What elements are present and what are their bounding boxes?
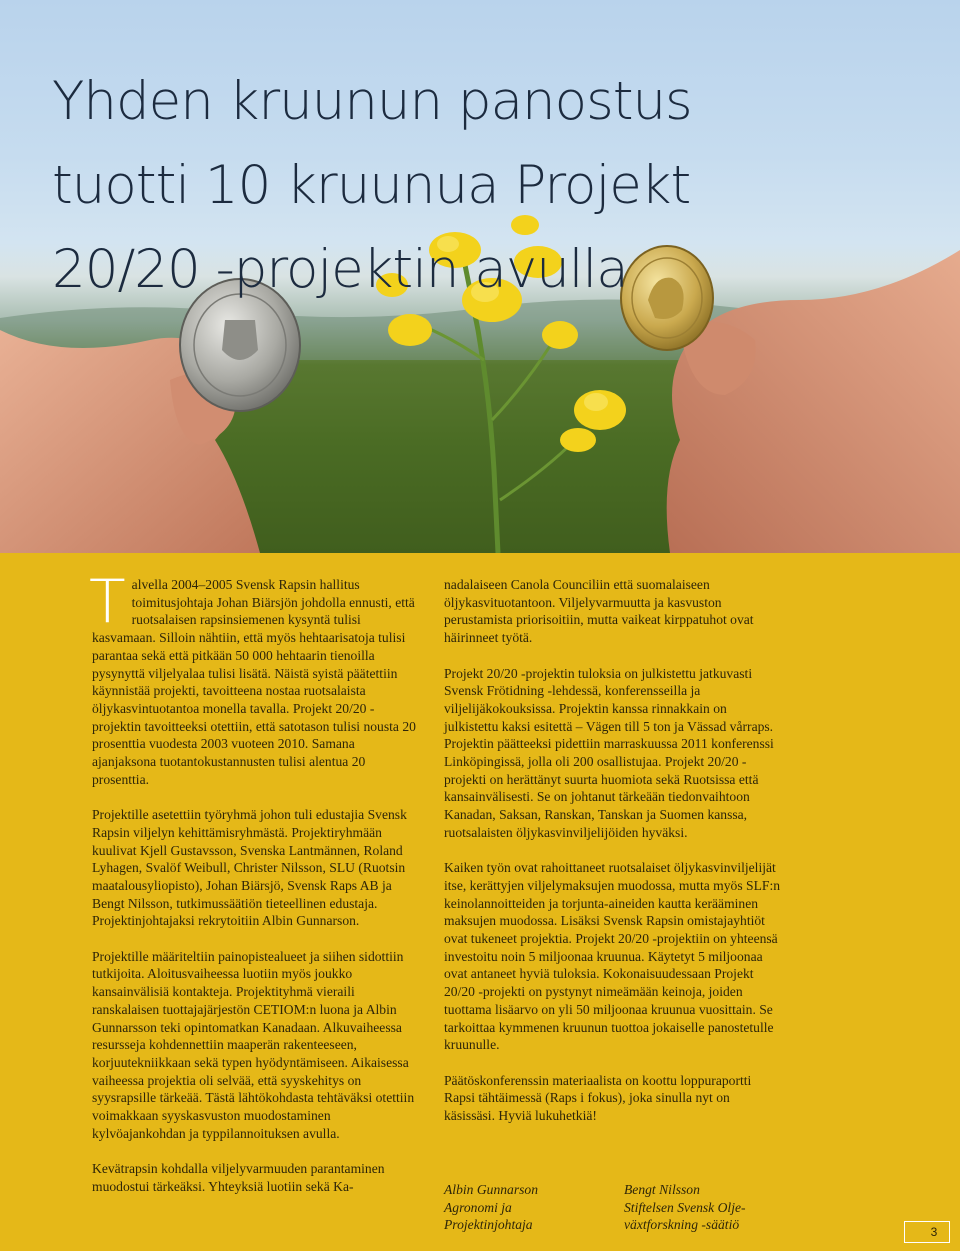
paragraph: Projekt 20/20 -projektin tuloksia on julkistettu jatkuvasti Svensk Frötidning -lehdessä, konferensseilla ja viljelijäkokouksissa. Projektin kanssa rinnakkain on julkistettu kaksi esitettä – Vägen till 5 ton ja Vässad vårraps. Projektin päätteeksi pidettiin marraskuussa 2011 konferenssi Linköpingissä, jolla oli 200 osallistujaa. Projekt 20/20 -projekti on herättänyt suurta huomiota sekä Ruotsissa että kansainvälisesti. Se on johtanut tärkeään tiedonvaihtoon Kanadan, Saksan, Ranskan, Tanskan ja Suomen kanssa, ruotsalaisten öljykasvinviljelijöiden hyväksi. (444, 665, 774, 840)
title-line: 20/20 -projektin avulla (52, 239, 628, 300)
paragraph: Kevätrapsin kohdalla viljelyvarmuuden parantaminen muodostui tärkeäksi. Yhteyksiä luotiin sekä Ka- (92, 1161, 385, 1194)
paragraph: nadalaiseen Canola Counciliin että suomalaiseen öljykasvituotantoon. Viljelyvarmuutta ja kasvuston perustamista priorisoitiin, mutta vaikeat kirppatuhot ovat häirinneet työtä. (444, 577, 754, 646)
page-number: 3 (904, 1221, 950, 1243)
signature-name: Albin Gunnarson (444, 1182, 539, 1197)
signature-albin (444, 1181, 624, 1234)
drop-cap: T (89, 567, 126, 637)
signature-title: Agronomi ja (444, 1199, 512, 1215)
signature-bengt (624, 1181, 804, 1234)
paragraph: Päätöskonferenssin materiaalista on koottu loppuraportti Rapsi tähtäimessä (Raps i fokus), joka sinulla nyt on käsissäsi. Hyviä lukuhetkiä! (444, 1072, 752, 1124)
title-line: tuotti 10 kruunua Projekt (52, 155, 691, 216)
signature-title: Projektinjohtaja (444, 1217, 533, 1233)
hero-photo (0, 0, 960, 553)
right-column (444, 576, 782, 1125)
article-title (52, 60, 912, 312)
paragraph: Projektille asetettiin työryhmä johon tuli edustajia Svensk Rapsin viljelyn kehittämisryhmästä. Projektiryhmään kuulivat Kjell Gustavsson, Svenska Lantmännen, Roland Lyhagen, Svalöf Weibull, Christer Nilsson, SLU (Ruotsin maatalousyliopisto), Johan Biärsjö, Svensk Raps AB ja Bengt Nilsson, tutkimussäätiön tieteellinen edustaja. Projektinjohtajaksi rekrytoitiin Albin Gunnarson. (92, 807, 407, 929)
signature-title: växtforskning -säätiö (624, 1217, 740, 1233)
signature-name: Bengt Nilsson (624, 1182, 700, 1197)
signature-title: Stiftelsen Svensk Olje- (624, 1199, 746, 1215)
title-line: Yhden kruunun panostus (52, 71, 692, 132)
paragraph (89, 567, 422, 788)
paragraph: Kaiken työn ovat rahoittaneet ruotsalaiset öljykasvinviljelijät itse, kerättyjen viljelymaksujen muodossa, mutta myös SLF:n keinolannoitteiden ja torjunta-aineiden kautta kerääminen maksujen muodossa. Lisäksi Svensk Rapsin omistajayhtiöt ovat tukeneet projektia. Projekt 20/20 -projektiin on yhteensä investoitu noin 5 miljoonaa kruunua. Käytetyt 5 miljoonaa ovat antaneet hyviä tuloksia. Kokonaisuudessaan Projekt 20/20 -projekti on pystynyt nimeämään keinoja, joiden tuottama lisäarvo on yli 50 miljoonaa kruunua vuosittain. Se tarkoittaa kymmenen kruunun tuottoa jokaiselle panostetulle kruunulle. (444, 860, 781, 1053)
left-column (89, 567, 422, 1196)
signatures (444, 1181, 804, 1234)
paragraph-text: alvella 2004–2005 Svensk Rapsin hallitus toimitusjohtaja Johan Biärsjön johdolla ennusti, että ruotsalaisen rapsinsiemenen kysyntä tulisi kasvamaan. Silloin nähtiin, että myös hehtaarisatoja tulisi parantaa sekä että pitkään 50 000 hehtaarin tienoilla pysynyttä viljelyalaa tulisi lisätä. Näistä syistä päätettiin käynnistää projekti, tavoitteena nostaa ruotsalaista öljykasvintuotantoa monella tavalla. Projekt 20/20 -projektin tavoitteeksi otettiin, että satotason tulisi nousta 20 prosenttia vuodesta 2003 vuoteen 2010. Samana ajanjaksona tuotantokustannusten tulisi alentua 20 prosenttia. (92, 577, 416, 787)
paragraph: Projektille määriteltiin painopistealueet ja siihen sidottiin tutkijoita. Aloitusvaiheessa luotiin myös joukko kansainvälisiä kontakteja. Projektityhmä vieraili ranskalaisen tuottajajärjestön CETIOM:n luona ja Albin Gunnarsson teki opintomatkan Kanadaan. Alkuvaiheessa resursseja kohdennettiin maaperän rakenteeseen, korjuutekniikkaan sekä typen hyödyntämiseen. Aikaisessa vaiheessa projektia oli selvää, että syyskehitys on syysrapsille tärkeää. Tästä lähtökohdasta tehtäväksi otettiin voimakkaan syyskasvuston muodostaminen kylvöajankohdan ja typpilannoituksen avulla. (92, 948, 415, 1141)
